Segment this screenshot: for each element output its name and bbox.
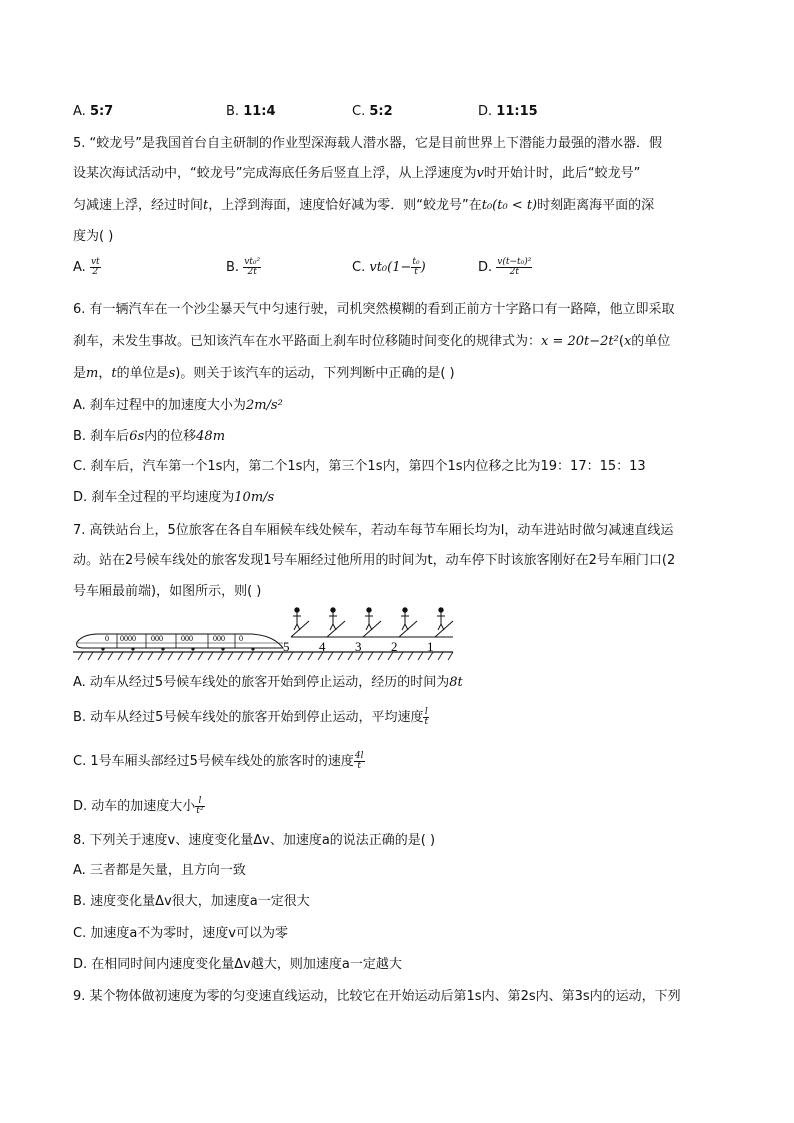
q8-option-c[interactable]: C. 加速度a不为零时，速度v可以为零 — [73, 926, 289, 941]
option-value: 5:2 — [369, 104, 393, 119]
text: ，上浮到海面，速度恰好减为零．则“蛟龙号”在 — [208, 198, 482, 213]
q5-option-a[interactable] — [73, 258, 101, 277]
option-label: A. — [73, 104, 90, 119]
math-v: v — [476, 166, 484, 181]
q8-option-b[interactable]: B. 速度变化量Δv很大，加速度a一定很大 — [73, 894, 310, 909]
numerator: v(t−t₀)² — [497, 257, 532, 267]
q4-option-d[interactable] — [478, 103, 538, 121]
math-t: t — [203, 198, 209, 213]
q5-stem-line-2 — [73, 165, 640, 183]
numerator: t₀ — [412, 257, 420, 267]
q7-stem-line-3: 号车厢最前端)，如图所示，则( ) — [73, 584, 262, 599]
q4-option-a[interactable] — [73, 103, 113, 121]
q6-stem-line-2 — [73, 333, 670, 351]
denominator: 2 — [92, 267, 99, 277]
car-window-label: 0 — [239, 634, 243, 643]
numerator: l — [424, 707, 428, 717]
q7-option-d[interactable] — [73, 797, 205, 816]
train-platform-figure — [73, 604, 463, 664]
text: 时刻距离海平面的深 — [537, 198, 655, 213]
text: 设某次海试活动中，“蛟龙号”完成海底任务后竖直上浮，从上浮速度为 — [73, 166, 477, 181]
numerator: vt₀² — [244, 257, 261, 267]
car-window-label: 000 — [181, 634, 193, 643]
denominator: t — [357, 761, 361, 771]
denominator: t — [414, 267, 418, 277]
passenger-icons — [293, 608, 445, 630]
text: ， — [98, 366, 112, 381]
text: )。则关于该汽车的运动，下列判断中正确的是( ) — [175, 366, 455, 381]
q5-option-b[interactable] — [226, 258, 261, 277]
option-label: C. — [352, 104, 370, 119]
text: B. 刹车后 — [73, 429, 130, 444]
q5-stem-line-4: 度为( ) — [73, 229, 114, 244]
text: D. 动车的加速度大小 — [73, 799, 196, 814]
math: 48m — [196, 429, 226, 444]
car-window-label: 000 — [151, 634, 163, 643]
text: A. 动车从经过5号候车线处的旅客开始到停止运动，经历的时间为 — [73, 675, 450, 690]
line-number-label: 5 — [283, 639, 290, 654]
q6-stem-line-1: 6. 有一辆汽车在一个沙尘暴天气中匀速行驶，司机突然模糊的看到正前方十字路口有一路障，他立即采取 — [73, 302, 675, 317]
math-m: m — [86, 366, 99, 381]
text: 匀减速上浮，经过时间 — [73, 198, 204, 213]
q4-option-c[interactable] — [352, 103, 393, 121]
numerator: l — [195, 797, 204, 807]
q8-stem: 8. 下列关于速度v、速度变化量Δv、加速度a的说法正确的是( ) — [73, 833, 436, 848]
text: 的单位是 — [116, 366, 169, 381]
q6-option-b[interactable] — [73, 428, 225, 446]
math: 8t — [449, 675, 463, 690]
text: B. 动车从经过5号候车线处的旅客开始到停止运动，平均速度 — [73, 710, 424, 725]
q7-stem-line-2: 动。站在2号候车线处的旅客发现1号车厢经过他所用的时间为t，动车停下时该旅客刚好在2号车厢门口(2 — [73, 553, 676, 568]
line-number-label: 3 — [355, 639, 362, 654]
text: 内的位移 — [144, 429, 197, 444]
option-label: C. — [352, 260, 366, 275]
text: 是 — [73, 366, 87, 381]
option-label: D. — [478, 104, 497, 119]
text: ( — [618, 334, 624, 349]
q6-option-d[interactable] — [73, 489, 274, 507]
fraction — [354, 752, 365, 771]
option-value: 11:15 — [496, 104, 538, 119]
text: 时开始计时，此后“蛟龙号” — [483, 166, 641, 181]
math: (1− — [387, 260, 412, 275]
q7-option-c[interactable] — [73, 752, 365, 771]
option-label: D. — [478, 260, 493, 275]
q5-option-d[interactable] — [478, 258, 532, 277]
q8-option-d[interactable]: D. 在相同时间内速度变化量Δv越大，则加速度a一定越大 — [73, 957, 402, 972]
math-x: x — [623, 334, 632, 349]
denominator: t² — [196, 806, 204, 816]
car-window-label: 0 — [105, 634, 109, 643]
q6-stem-line-3 — [73, 365, 455, 383]
math: 10m/s — [234, 490, 275, 505]
q7-stem-line-1: 7. 高铁站台上，5位旅客在各自车厢候车线处候车，若动车每节车厢长均为l，动车进站时做匀减速直线运 — [73, 523, 674, 538]
q5-option-c[interactable] — [352, 258, 426, 277]
q6-option-c[interactable]: C. 刹车后，汽车第一个1s内，第二个1s内，第三个1s内，第四个1s内位移之比为19：17：15：13 — [73, 459, 646, 474]
text: D. 刹车全过程的平均速度为 — [73, 490, 235, 505]
numerator: vt — [90, 257, 100, 267]
fraction — [423, 708, 429, 727]
q4-option-b[interactable] — [226, 103, 276, 121]
denominator: 2t — [509, 267, 520, 277]
line-number-label: 2 — [391, 639, 398, 654]
numerator: 4l — [354, 751, 364, 761]
fraction — [90, 258, 101, 277]
fraction — [496, 258, 532, 277]
denominator: 2t — [247, 267, 257, 277]
math: vt₀ — [369, 260, 388, 275]
fraction — [411, 258, 420, 277]
fraction — [195, 797, 204, 816]
option-value: 11:4 — [243, 104, 276, 119]
math-s: s — [168, 366, 176, 381]
q9-stem-line-1: 9. 某个物体做初速度为零的匀变速直线运动，比较它在开始运动后第1s内、第2s内、第3s内的运动，下列 — [73, 989, 681, 1004]
q7-option-b[interactable] — [73, 708, 429, 727]
option-value: 5:7 — [89, 104, 114, 119]
option-label: B. — [226, 104, 244, 119]
text: 的单位 — [631, 334, 671, 349]
fraction — [243, 258, 261, 277]
q7-option-a[interactable] — [73, 674, 463, 692]
q8-option-a[interactable]: A. 三者都是矢量，且方向一致 — [73, 863, 246, 878]
math-formula: x = 20t−2t² — [541, 334, 619, 349]
option-label: A. — [73, 260, 86, 275]
option-label: B. — [226, 260, 240, 275]
text: 刹车，未发生事故。已知该汽车在水平路面上刹车时位移随时间变化的规律式为： — [73, 334, 542, 349]
math: 6s — [129, 429, 145, 444]
denominator: t — [424, 717, 429, 727]
line-number-label: 1 — [427, 639, 434, 654]
q5-stem-line-3 — [73, 197, 654, 215]
car-window-label: 000 — [213, 634, 225, 643]
train-icon — [77, 634, 283, 651]
line-number-label: 4 — [319, 639, 326, 654]
text: A. 刹车过程中的加速度大小为 — [73, 398, 246, 413]
math: ) — [420, 260, 426, 275]
q5-stem-line-1: 5. “蛟龙号”是我国首台自主研制的作业型深海载人潜水器，它是目前世界上下潜能力最强的潜水器．假 — [73, 136, 663, 151]
math-t: t — [111, 366, 117, 381]
q6-option-a[interactable] — [73, 397, 283, 415]
math-t0: t₀(t₀ < t) — [481, 198, 538, 213]
car-window-label: 0000 — [120, 634, 136, 643]
math: 2m/s² — [245, 398, 283, 413]
text: C. 1号车厢头部经过5号候车线处的旅客时的速度 — [73, 754, 354, 769]
